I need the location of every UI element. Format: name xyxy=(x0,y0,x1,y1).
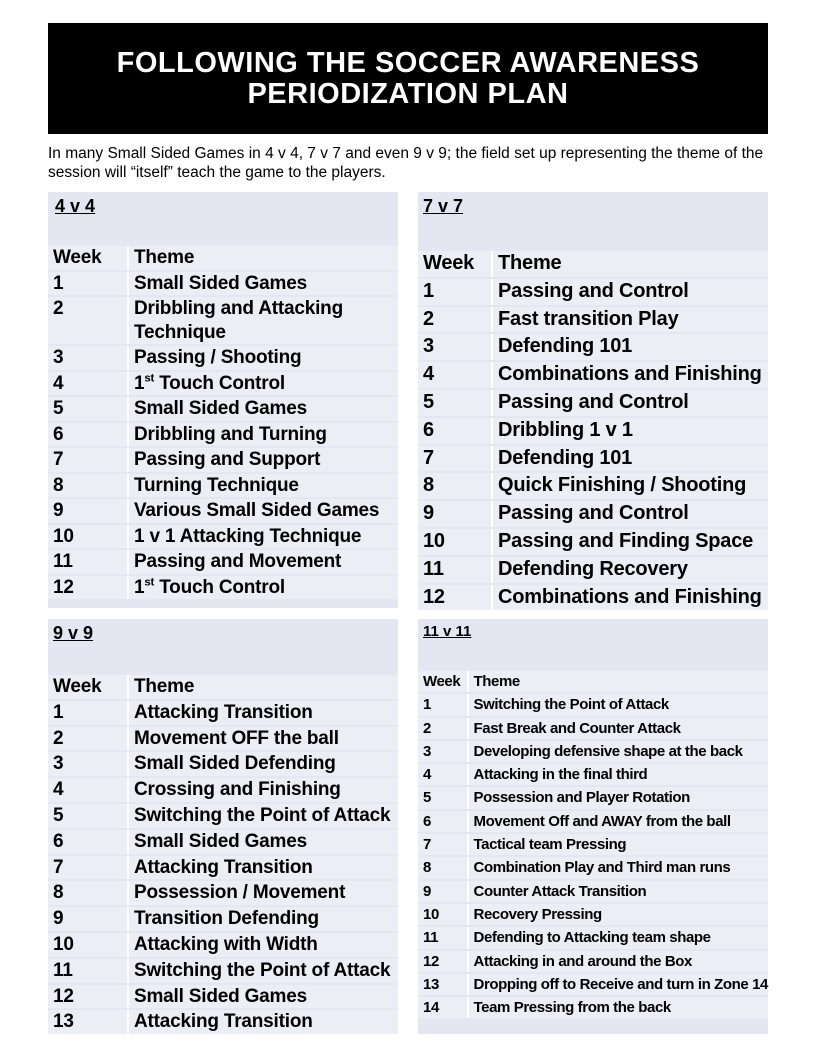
week-number: 3 xyxy=(48,752,129,776)
table-row xyxy=(418,787,768,808)
week-number: 3 xyxy=(418,741,469,762)
table-row xyxy=(418,473,768,499)
theme-cell: Quick Finishing / Shooting xyxy=(493,473,768,499)
header-theme: Theme xyxy=(129,246,398,270)
table-row xyxy=(48,550,398,574)
table-row xyxy=(418,951,768,972)
header-theme: Theme xyxy=(493,251,768,277)
theme-cell: Passing and Control xyxy=(493,390,768,416)
header-week: Week xyxy=(48,246,129,270)
table-row xyxy=(418,334,768,360)
week-number: 4 xyxy=(418,764,469,785)
week-number: 5 xyxy=(418,390,493,416)
table-row xyxy=(48,856,398,880)
table-row xyxy=(48,778,398,802)
week-number: 4 xyxy=(48,372,129,396)
header-week: Week xyxy=(418,251,493,277)
theme-cell: Attacking in and around the Box xyxy=(469,951,768,972)
week-number: 10 xyxy=(418,904,469,925)
theme-cell: Passing and Finding Space xyxy=(493,529,768,555)
table-header-row xyxy=(48,246,398,270)
week-number: 3 xyxy=(48,346,129,370)
table-row xyxy=(418,529,768,555)
theme-cell: Dribbling and Turning xyxy=(129,423,398,447)
week-number: 14 xyxy=(418,997,469,1018)
week-number: 12 xyxy=(48,576,129,600)
table-row xyxy=(48,474,398,498)
table-row xyxy=(48,727,398,751)
theme-cell: Possession / Movement xyxy=(129,881,398,905)
week-number: 4 xyxy=(48,778,129,802)
table-row xyxy=(418,446,768,472)
table-row xyxy=(418,418,768,444)
panel-title: 11 v 11 xyxy=(423,623,472,640)
week-number: 8 xyxy=(418,473,493,499)
week-number: 9 xyxy=(418,881,469,902)
week-number: 8 xyxy=(418,857,469,878)
theme-cell: Defending 101 xyxy=(493,446,768,472)
theme-cell: 1st Touch Control xyxy=(129,576,398,600)
table-row xyxy=(418,857,768,878)
table-row xyxy=(48,881,398,905)
table-row xyxy=(418,362,768,388)
header-week: Week xyxy=(418,671,469,692)
theme-cell: Defending 101 xyxy=(493,334,768,360)
week-number: 4 xyxy=(418,362,493,388)
table-row xyxy=(48,701,398,725)
week-number: 2 xyxy=(48,297,129,344)
theme-cell: Movement Off and AWAY from the ball xyxy=(469,811,768,832)
theme-cell: Small Sided Games xyxy=(129,830,398,854)
table-row xyxy=(48,804,398,828)
theme-cell: Movement OFF the ball xyxy=(129,727,398,751)
header-week: Week xyxy=(48,675,129,699)
table-row xyxy=(48,959,398,983)
table-row xyxy=(48,448,398,472)
theme-cell: Dropping off to Receive and turn in Zone 14 xyxy=(469,974,768,995)
week-number: 2 xyxy=(48,727,129,751)
panel-11v11 xyxy=(418,619,768,1034)
week-number: 1 xyxy=(418,694,469,715)
table-row xyxy=(48,499,398,523)
theme-cell: Turning Technique xyxy=(129,474,398,498)
table-row xyxy=(418,997,768,1018)
week-number: 7 xyxy=(418,834,469,855)
theme-cell: Recovery Pressing xyxy=(469,904,768,925)
week-number: 5 xyxy=(48,397,129,421)
week-number: 10 xyxy=(48,525,129,549)
week-number: 6 xyxy=(48,423,129,447)
theme-cell: Defending Recovery xyxy=(493,557,768,583)
table-row xyxy=(48,907,398,931)
week-number: 12 xyxy=(418,951,469,972)
week-number: 11 xyxy=(48,550,129,574)
week-number: 2 xyxy=(418,307,493,333)
week-number: 9 xyxy=(48,499,129,523)
week-number: 6 xyxy=(418,811,469,832)
title-line-2: PERIODIZATION PLAN xyxy=(247,77,569,110)
table-row xyxy=(418,974,768,995)
week-number: 11 xyxy=(418,927,469,948)
table-row xyxy=(418,718,768,739)
table-row xyxy=(48,423,398,447)
week-number: 6 xyxy=(418,418,493,444)
table-header-row xyxy=(48,675,398,699)
theme-cell: Passing and Control xyxy=(493,501,768,527)
theme-cell: Attacking with Width xyxy=(129,933,398,957)
week-number: 9 xyxy=(418,501,493,527)
theme-cell: Defending to Attacking team shape xyxy=(469,927,768,948)
week-number: 3 xyxy=(418,334,493,360)
week-number: 9 xyxy=(48,907,129,931)
panel-title: 4 v 4 xyxy=(55,196,96,216)
week-number: 13 xyxy=(418,974,469,995)
week-number: 7 xyxy=(48,448,129,472)
table-row xyxy=(418,501,768,527)
table-row xyxy=(418,764,768,785)
table-row xyxy=(418,904,768,925)
table-header-row xyxy=(418,251,768,277)
week-number: 13 xyxy=(48,1010,129,1034)
header-theme: Theme xyxy=(129,675,398,699)
week-number: 5 xyxy=(418,787,469,808)
theme-cell: Attacking Transition xyxy=(129,856,398,880)
week-number: 8 xyxy=(48,474,129,498)
table-row xyxy=(418,881,768,902)
schedule-table xyxy=(48,673,398,1036)
theme-cell: Various Small Sided Games xyxy=(129,499,398,523)
schedule-table xyxy=(418,249,768,612)
week-number: 6 xyxy=(48,830,129,854)
table-row xyxy=(418,279,768,305)
table-row xyxy=(48,372,398,396)
theme-cell: Passing / Shooting xyxy=(129,346,398,370)
week-number: 5 xyxy=(48,804,129,828)
table-row xyxy=(418,694,768,715)
theme-cell: Developing defensive shape at the back xyxy=(469,741,768,762)
theme-cell: 1st Touch Control xyxy=(129,372,398,396)
week-number: 2 xyxy=(418,718,469,739)
intro-paragraph: In many Small Sided Games in 4 v 4, 7 v 7 and even 9 v 9; the field set up representing the theme of the session will “itself” teach the game to the players. xyxy=(48,145,764,181)
theme-cell: Small Sided Games xyxy=(129,272,398,296)
table-row xyxy=(48,346,398,370)
week-number: 10 xyxy=(418,529,493,555)
title-line-1: FOLLOWING THE SOCCER AWARENESS xyxy=(116,46,700,79)
table-row xyxy=(418,741,768,762)
table-row xyxy=(418,834,768,855)
theme-cell: Combinations and Finishing xyxy=(493,585,768,611)
theme-cell: Passing and Support xyxy=(129,448,398,472)
table-row xyxy=(48,752,398,776)
table-row xyxy=(48,576,398,600)
table-header-row xyxy=(418,671,768,692)
week-number: 7 xyxy=(48,856,129,880)
week-number: 1 xyxy=(48,701,129,725)
theme-cell: Possession and Player Rotation xyxy=(469,787,768,808)
theme-cell: Fast Break and Counter Attack xyxy=(469,718,768,739)
theme-cell: Transition Defending xyxy=(129,907,398,931)
schedule-table xyxy=(418,669,768,1020)
theme-cell: Crossing and Finishing xyxy=(129,778,398,802)
table-row xyxy=(48,1010,398,1034)
panel-9v9 xyxy=(48,619,398,1034)
theme-cell: Team Pressing from the back xyxy=(469,997,768,1018)
theme-cell: Passing and Movement xyxy=(129,550,398,574)
table-row xyxy=(48,830,398,854)
theme-cell: Switching the Point of Attack xyxy=(469,694,768,715)
week-number: 10 xyxy=(48,933,129,957)
table-row xyxy=(418,307,768,333)
table-row xyxy=(418,557,768,583)
panel-4v4 xyxy=(48,192,398,608)
table-row xyxy=(418,927,768,948)
week-number: 8 xyxy=(48,881,129,905)
theme-cell: Small Sided Defending xyxy=(129,752,398,776)
panel-7v7 xyxy=(418,192,768,608)
theme-cell: Passing and Control xyxy=(493,279,768,305)
theme-cell: Fast transition Play xyxy=(493,307,768,333)
table-row xyxy=(48,933,398,957)
week-number: 11 xyxy=(48,959,129,983)
week-number: 12 xyxy=(48,985,129,1009)
theme-cell: Attacking Transition xyxy=(129,1010,398,1034)
table-row xyxy=(418,811,768,832)
week-number: 12 xyxy=(418,585,493,611)
theme-cell: Tactical team Pressing xyxy=(469,834,768,855)
table-row xyxy=(48,985,398,1009)
table-row xyxy=(48,525,398,549)
table-row xyxy=(418,585,768,611)
theme-cell: Attacking Transition xyxy=(129,701,398,725)
theme-cell: Switching the Point of Attack xyxy=(129,959,398,983)
theme-cell: Combinations and Finishing xyxy=(493,362,768,388)
schedule-table xyxy=(48,244,398,601)
header-theme: Theme xyxy=(469,671,768,692)
week-number: 1 xyxy=(418,279,493,305)
panel-title: 9 v 9 xyxy=(53,623,94,643)
theme-cell: Small Sided Games xyxy=(129,397,398,421)
panel-title: 7 v 7 xyxy=(423,196,464,216)
table-row xyxy=(418,390,768,416)
theme-cell: Small Sided Games xyxy=(129,985,398,1009)
week-number: 11 xyxy=(418,557,493,583)
theme-cell: Combination Play and Third man runs xyxy=(469,857,768,878)
table-row xyxy=(48,397,398,421)
theme-cell: Counter Attack Transition xyxy=(469,881,768,902)
table-row xyxy=(48,297,398,344)
page-title xyxy=(117,48,700,110)
theme-cell: Dribbling and Attacking Technique xyxy=(129,297,398,344)
title-banner xyxy=(48,23,768,134)
theme-cell: Attacking in the final third xyxy=(469,764,768,785)
table-row xyxy=(48,272,398,296)
week-number: 1 xyxy=(48,272,129,296)
theme-cell: Dribbling 1 v 1 xyxy=(493,418,768,444)
week-number: 7 xyxy=(418,446,493,472)
theme-cell: 1 v 1 Attacking Technique xyxy=(129,525,398,549)
theme-cell: Switching the Point of Attack xyxy=(129,804,398,828)
